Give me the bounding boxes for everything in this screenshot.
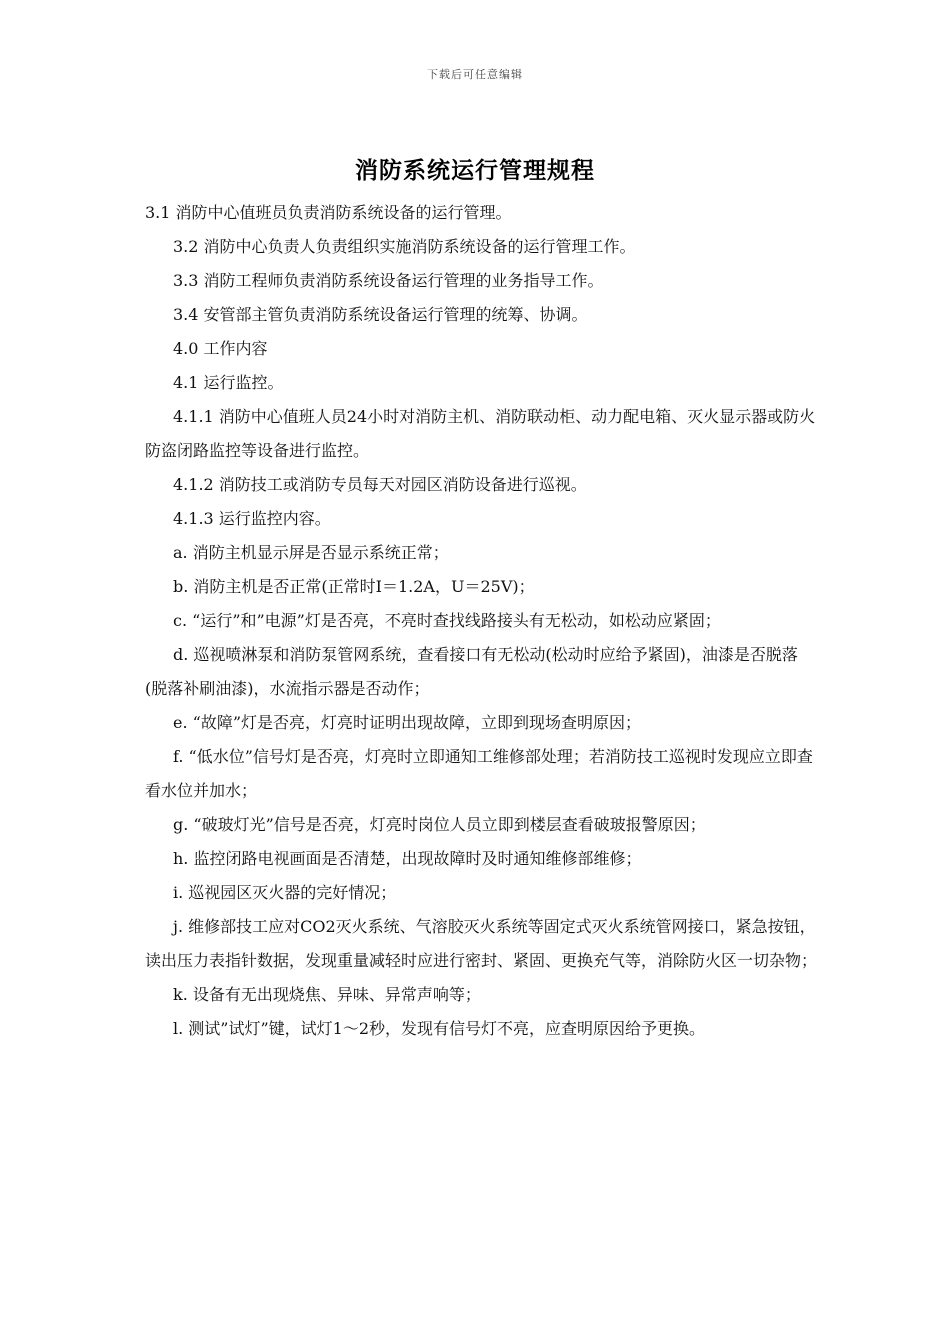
list-item-g: g. “破玻灯光”信号是否亮，灯亮时岗位人员立即到楼层查看破玻报警原因； [173, 815, 706, 834]
paragraph-3-2: 3.2 消防中心负责人负责组织实施消防系统设备的运行管理工作。 [173, 237, 636, 256]
paragraph-3-3: 3.3 消防工程师负责消防系统设备运行管理的业务指导工作。 [173, 271, 604, 290]
paragraph-4-1: 4.1 运行监控。 [173, 373, 284, 392]
paragraph-3-4: 3.4 安管部主管负责消防系统设备运行管理的统筹、协调。 [173, 305, 588, 324]
paragraph-4-1-1: 4.1.1 消防中心值班人员24小时对消防主机、消防联动柜、动力配电箱、灭火显示器或防火防盗闭路监控等设备进行监控。 [145, 407, 816, 460]
document-body [145, 196, 820, 1046]
paragraph-3-1: 3.1 消防中心值班员负责消防系统设备的运行管理。 [145, 203, 512, 222]
list-item-e: e. “故障”灯是否亮，灯亮时证明出现故障，立即到现场查明原因； [173, 713, 642, 732]
list-item-l: l. 测试”试灯”键，试灯1～2秒，发现有信号灯不亮，应查明原因给予更换。 [173, 1019, 706, 1038]
list-item-d: d. 巡视喷淋泵和消防泵管网系统，查看接口有无松动(松动时应给予紧固)，油漆是否脱落(脱落补刷油漆)，水流指示器是否动作； [145, 645, 798, 698]
list-item-f: f. “低水位”信号灯是否亮，灯亮时立即通知工维修部处理；若消防技工巡视时发现应立即查看水位并加水； [145, 747, 813, 800]
paragraph-4-1-2: 4.1.2 消防技工或消防专员每天对园区消防设备进行巡视。 [173, 475, 587, 494]
header-note: 下载后可任意编辑 [427, 68, 523, 81]
document-title: 消防系统运行管理规程 [355, 157, 595, 184]
list-item-h: h. 监控闭路电视画面是否清楚，出现故障时及时通知维修部维修； [173, 849, 642, 868]
section-heading-4-0: 4.0 工作内容 [173, 339, 268, 358]
list-item-a: a. 消防主机显示屏是否显示系统正常； [173, 543, 449, 562]
paragraph-4-1-3: 4.1.3 运行监控内容。 [173, 509, 331, 528]
list-item-b: b. 消防主机是否正常(正常时I＝1.2A，U＝25V)； [173, 577, 535, 596]
list-item-i: i. 巡视园区灭火器的完好情况； [173, 883, 397, 902]
list-item-c: c. “运行”和”电源”灯是否亮，不亮时查找线路接头有无松动，如松动应紧固； [173, 611, 721, 630]
list-item-j: j. 维修部技工应对CO2灭火系统、气溶胶灭火系统等固定式灭火系统管网接口，紧急按钮，读出压力表指针数据，发现重量减轻时应进行密封、紧固、更换充气等，消除防火区一切杂物； [145, 917, 818, 970]
list-item-k: k. 设备有无出现烧焦、异味、异常声响等； [173, 985, 481, 1004]
